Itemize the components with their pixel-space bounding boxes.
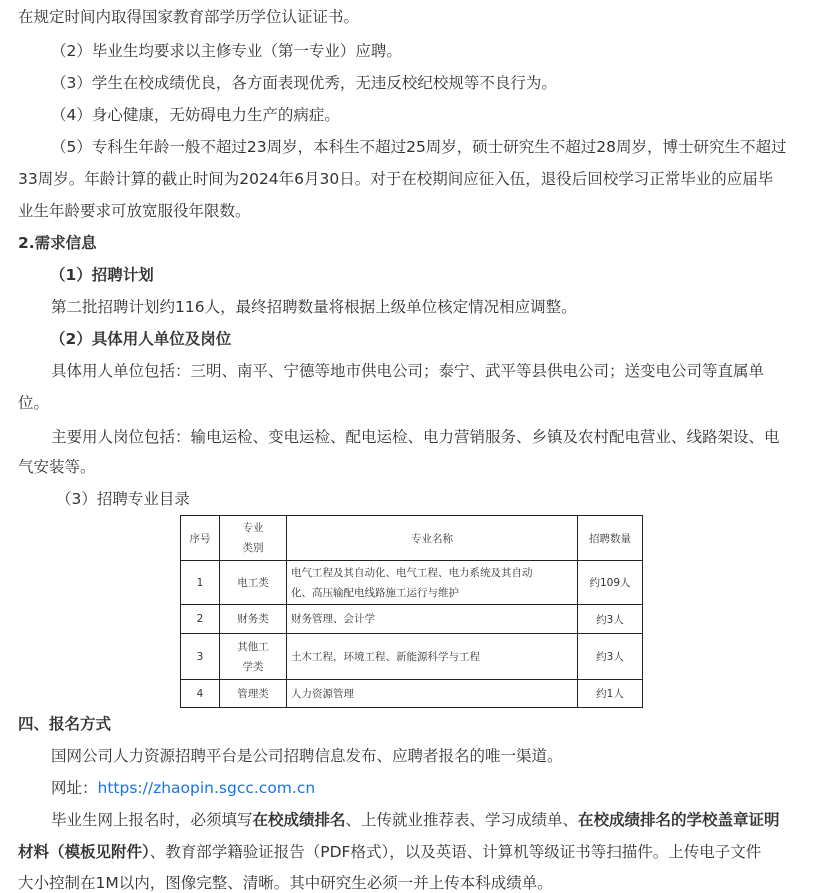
text-span: 、教育部学籍验证报告（PDF格式），以及英语、计算机等级证书等扫描件。上传电子文件 [149, 843, 762, 861]
cell-category: 管理类 [220, 680, 287, 708]
header-count: 招聘数量 [578, 516, 643, 561]
requirement-5-cont: 业生年龄要求可放宽服役年限数。 [18, 202, 251, 220]
cell-count: 约3人 [578, 634, 643, 680]
cell-category-line: 学类 [242, 660, 264, 673]
header-category-line: 类别 [242, 542, 264, 554]
catalog-heading: （3）招聘专业目录 [56, 490, 190, 508]
posts-text: 主要用人岗位包括：输电运检、变电运检、配电运检、电力营销服务、乡镇及农村配电营业、线路架设、电 [51, 428, 780, 446]
cell-num: 3 [181, 634, 220, 680]
registration-text-cont [18, 842, 761, 862]
cell-major-name-line: 化、高压输配电线路施工运行与维护 [291, 586, 459, 599]
header-major-name: 专业名称 [287, 516, 578, 561]
section-heading: 2.需求信息 [18, 234, 97, 252]
units-text: 具体用人单位包括：三明、南平、宁德等地市供电公司；泰宁、武平等县供电公司；送变电公司等直属单 [51, 362, 765, 380]
requirement-4: （4）身心健康，无妨碍电力生产的病症。 [51, 106, 340, 124]
table-header-row [181, 516, 643, 561]
cell-category-line: 其他工 [237, 640, 269, 653]
url-label: 网址： [51, 779, 98, 797]
cell-num: 1 [181, 561, 220, 605]
registration-text [51, 810, 780, 830]
cell-count: 约109人 [578, 561, 643, 605]
cell-major-name [287, 561, 578, 605]
recruitment-link[interactable]: https://zhaopin.sgcc.com.cn [97, 779, 316, 797]
cell-count: 约3人 [578, 605, 643, 634]
emphasis-text: 在校成绩排名 [252, 811, 346, 829]
table-row [181, 561, 643, 605]
emphasis-text: 材料（模板见附件） [18, 843, 150, 861]
table-row [181, 680, 643, 708]
cell-num: 2 [181, 605, 220, 634]
cell-major-name: 人力资源管理 [287, 680, 578, 708]
majors-table [180, 515, 643, 708]
text-span: 毕业生网上报名时，必须填写 [51, 811, 253, 829]
plan-text: 第二批招聘计划约116人，最终招聘数量将根据上级单位核定情况相应调整。 [51, 298, 577, 316]
units-text-cont: 位。 [18, 394, 50, 412]
requirement-5-cont: 33周岁。年龄计算的截止时间为2024年6月30日。对于在校期间应征入伍，退役后回校学习正常毕业的应届毕 [18, 170, 774, 188]
requirement-2: （2）毕业生均要求以主修专业（第一专业）应聘。 [51, 42, 402, 60]
table-row [181, 605, 643, 634]
cell-count: 约1人 [578, 680, 643, 708]
cell-major-name-line: 电气工程及其自动化、电气工程、电力系统及其自动 [291, 566, 533, 579]
cell-major-name: 财务管理、会计学 [287, 605, 578, 634]
section-heading: 四、报名方式 [18, 715, 112, 733]
cell-num: 4 [181, 680, 220, 708]
cell-category: 财务类 [220, 605, 287, 634]
registration-text-cont: 大小控制在1M以内，图像完整、清晰。其中研究生必须一并上传本科成绩单。 [18, 874, 553, 892]
url-line [51, 778, 315, 798]
table-row [181, 634, 643, 680]
subsection-heading: （1）招聘计划 [50, 266, 154, 284]
emphasis-text: 在校成绩排名的学校盖章证明 [578, 811, 780, 829]
cell-category: 电工类 [220, 561, 287, 605]
header-category [220, 516, 287, 561]
posts-text-cont: 气安装等。 [18, 458, 96, 476]
subsection-heading: （2）具体用人单位及岗位 [50, 330, 232, 348]
paragraph-line: 在规定时间内取得国家教育部学历学位认证证书。 [18, 8, 360, 26]
requirement-3: （3）学生在校成绩优良，各方面表现优秀，无违反校纪校规等不良行为。 [51, 74, 557, 92]
cell-major-name: 土木工程，环境工程、新能源科学与工程 [287, 634, 578, 680]
apply-text: 国网公司人力资源招聘平台是公司招聘信息发布、应聘者报名的唯一渠道。 [51, 747, 563, 765]
text-span: 、上传就业推荐表、学习成绩单、 [345, 811, 579, 829]
header-category-line: 专业 [242, 522, 264, 534]
header-num: 序号 [181, 516, 220, 561]
cell-category [220, 634, 287, 680]
requirement-5: （5）专科生年龄一般不超过23周岁，本科生不超过25周岁，硕士研究生不超过28周岁，博士研究生不超过 [51, 138, 787, 156]
